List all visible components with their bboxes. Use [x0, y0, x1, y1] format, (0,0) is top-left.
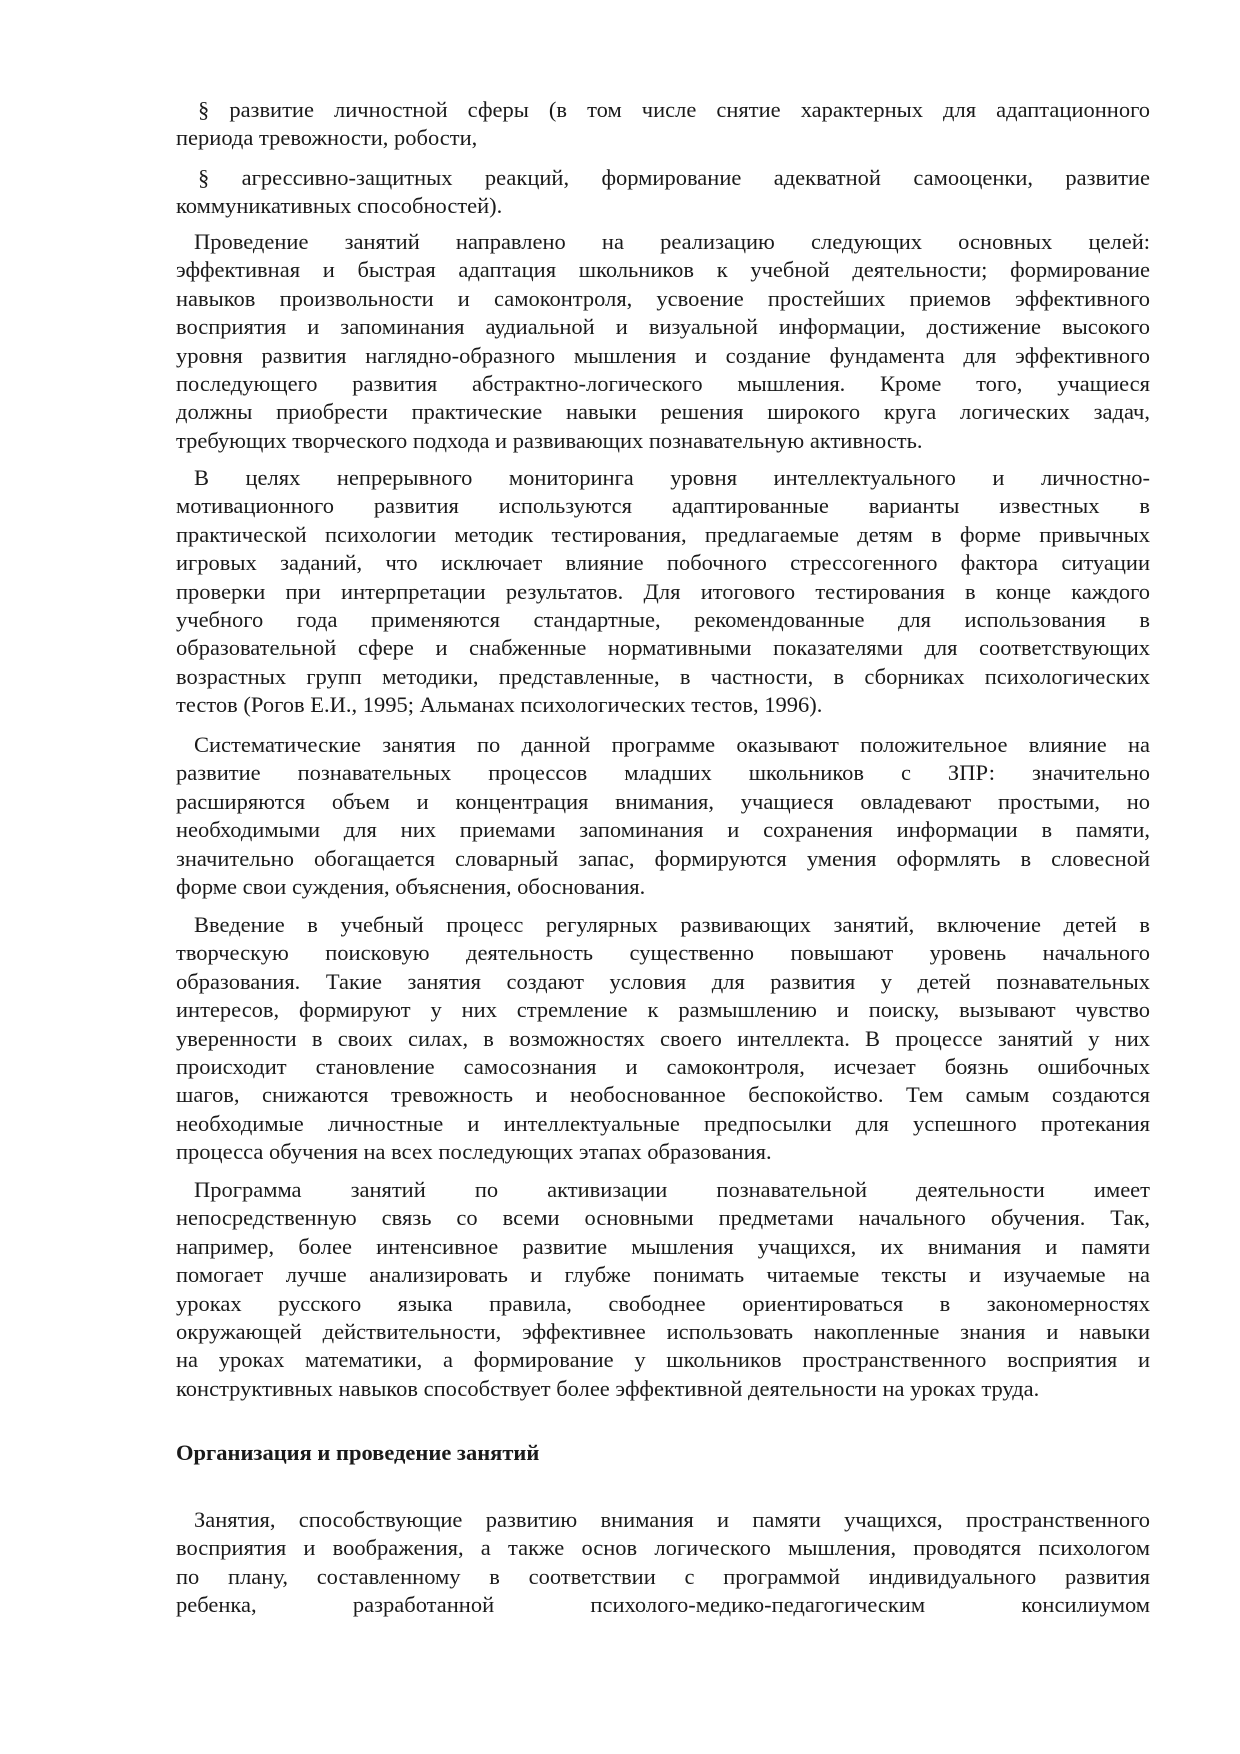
paragraph: [176, 731, 1150, 901]
text-line: Проведение занятий направлено на реализацию следующих основных целей:: [194, 229, 1150, 254]
text-line: восприятия и запоминания аудиальной и визуальной информации, достижение высокого: [176, 314, 1150, 340]
text-line: должны приобрести практические навыки решения широкого круга логических задач,: [176, 399, 1150, 425]
text-line: уровня развития наглядно-образного мышления и создание фундамента для эффективного: [176, 342, 1150, 368]
text-line: процесса обучения на всех последующих этапах образования.: [176, 1139, 772, 1165]
text-line: § агрессивно-защитных реакций, формирование адекватной самооценки, развитие: [198, 165, 1150, 190]
text-line: образования. Такие занятия создают условия для развития у детей познавательных: [176, 968, 1150, 994]
text-line: уверенности в своих силах, в возможностях своего интеллекта. В процессе занятий у них: [176, 1025, 1150, 1051]
text-line: непосредственную связь со всеми основными предметами начального обучения. Так,: [176, 1205, 1150, 1231]
text-line: эффективная и быстрая адаптация школьников к учебной деятельности; формирование: [176, 257, 1150, 283]
text-line: форме свои суждения, объяснения, обоснования.: [176, 873, 646, 899]
text-line: расширяются объем и концентрация внимания, учащиеся овладевают простыми, но: [176, 788, 1150, 814]
text-line: происходит становление самосознания и самоконтроля, исчезает боязнь ошибочных: [176, 1053, 1150, 1079]
paragraph: [176, 464, 1150, 720]
text-line: например, более интенсивное развитие мышления учащихся, их внимания и памяти: [176, 1233, 1150, 1259]
text-line: Программа занятий по активизации познавательной деятельности имеет: [194, 1177, 1150, 1202]
paragraph: [176, 1176, 1150, 1403]
text-line: последующего развития абстрактно-логического мышления. Кроме того, учащиеся: [176, 370, 1150, 396]
text-line: ребенка, разработанной психолого-медико-педагогическим консилиумом: [176, 1592, 1150, 1618]
text-line: практической психологии методик тестирования, предлагаемые детям в форме привычных: [176, 521, 1150, 547]
text-line: конструктивных навыков способствует более эффективной деятельности на уроках труда.: [176, 1375, 1040, 1401]
text-line: развитие познавательных процессов младших школьников с ЗПР: значительно: [176, 760, 1150, 786]
text-line: периода тревожности, робости,: [176, 125, 478, 151]
text-line: шагов, снижаются тревожность и необоснованное беспокойство. Тем самым создаются: [176, 1082, 1150, 1108]
text-line: проверки при интерпретации результатов. Для итогового тестирования в конце каждого: [176, 578, 1150, 604]
text-line: Введение в учебный процесс регулярных развивающих занятий, включение детей в: [194, 912, 1150, 937]
bullet-item: [176, 96, 1150, 153]
paragraph: [176, 911, 1150, 1167]
text-line: тестов (Рогов Е.И., 1995; Альманах психологических тестов, 1996).: [176, 692, 823, 718]
section-heading: Организация и проведение занятий: [176, 1440, 540, 1465]
text-line: уроках русского языка правила, свободнее ориентироваться в закономерностях: [176, 1290, 1150, 1316]
text-line: образовательной сфере и снабженные нормативными показателями для соответствующих: [176, 635, 1150, 661]
text-line: В целях непрерывного мониторинга уровня интеллектуального и личностно-: [194, 465, 1150, 490]
text-line: значительно обогащается словарный запас, формируются умения оформлять в словесной: [176, 845, 1150, 871]
text-line: Занятия, способствующие развитию внимания и памяти учащихся, пространственного: [194, 1507, 1150, 1532]
text-line: коммуникативных способностей).: [176, 193, 503, 219]
text-line: мотивационного развития используются адаптированные варианты известных в: [176, 493, 1150, 519]
text-line: на уроках математики, а формирование у школьников пространственного восприятия и: [176, 1347, 1150, 1373]
text-line: восприятия и воображения, а также основ логического мышления, проводятся психологом: [176, 1535, 1150, 1561]
text-line: помогает лучше анализировать и глубже понимать читаемые тексты и изучаемые на: [176, 1262, 1150, 1288]
text-line: творческую поисковую деятельность существенно повышают уровень начального: [176, 940, 1150, 966]
text-line: Систематические занятия по данной программе оказывают положительное влияние на: [194, 732, 1150, 757]
text-line: по плану, составленному в соответствии с программой индивидуального развития: [176, 1563, 1150, 1589]
text-line: необходимыми для них приемами запоминания и сохранения информации в памяти,: [176, 817, 1150, 843]
paragraph: [176, 228, 1150, 455]
text-line: интересов, формируют у них стремление к размышлению и поиску, вызывают чувство: [176, 997, 1150, 1023]
paragraph: [176, 1506, 1150, 1620]
bullet-item: [176, 164, 1150, 221]
text-line: навыков произвольности и самоконтроля, усвоение простейших приемов эффективного: [176, 285, 1150, 311]
text-line: требующих творческого подхода и развивающих познавательную активность.: [176, 427, 923, 453]
text-line: игровых заданий, что исключает влияние побочного стрессогенного фактора ситуации: [176, 550, 1150, 576]
text-line: возрастных групп методики, представленные, в частности, в сборниках психологических: [176, 663, 1150, 689]
text-line: учебного года применяются стандартные, рекомендованные для использования в: [176, 606, 1150, 632]
text-line: необходимые личностные и интеллектуальные предпосылки для успешного протекания: [176, 1110, 1150, 1136]
text-line: § развитие личностной сферы (в том числе снятие характерных для адаптационного: [198, 97, 1150, 122]
text-line: окружающей действительности, эффективнее использовать накопленные знания и навыки: [176, 1318, 1150, 1344]
